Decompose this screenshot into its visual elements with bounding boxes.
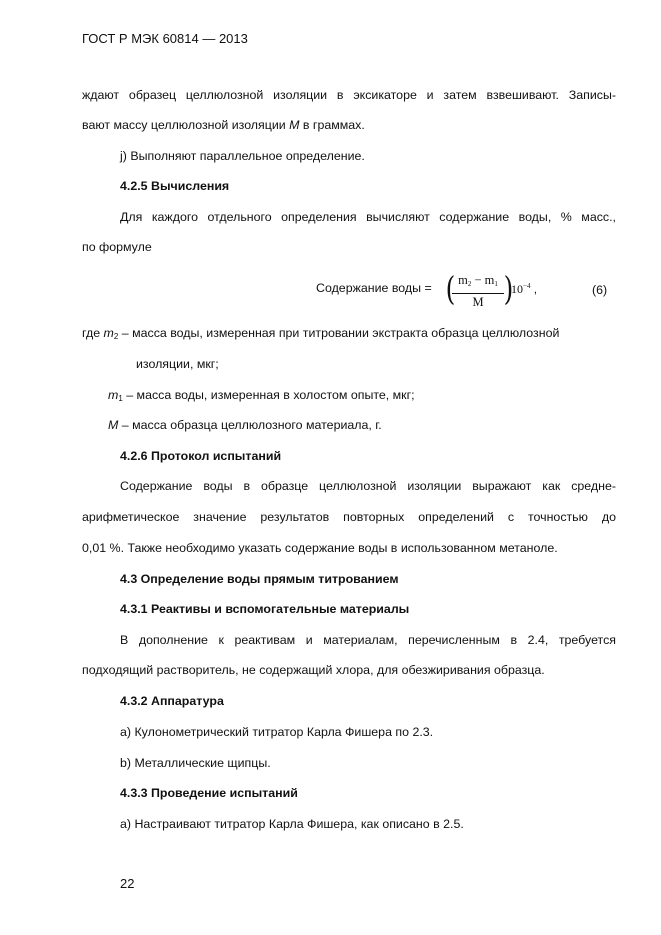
paragraph-line: арифметическое значение результатов повторных определений с точностью до [82, 510, 616, 524]
document-header: ГОСТ Р МЭК 60814 — 2013 [82, 31, 248, 46]
variable: M [108, 418, 119, 432]
section-heading: 4.2.6 Протокол испытаний [120, 449, 282, 463]
subscript: 1 [494, 280, 498, 288]
list-item: a) Кулонометрический титратор Карла Фишера по 2.3. [120, 725, 434, 739]
text-run: в граммах. [299, 118, 365, 132]
fraction-numerator [452, 273, 504, 294]
definition-line [108, 388, 415, 406]
paragraph-line: В дополнение к реактивам и материалам, перечисленным в 2.4, требуется [120, 633, 616, 647]
left-paren: ( [445, 269, 456, 308]
text-run: – масса воды, измеренная при титровании экстракта образца целлюлозной [118, 326, 560, 340]
formula-label: Содержание воды = [316, 281, 432, 295]
text-run: – масса образца целлюлозного материала, г. [118, 418, 382, 432]
var-m: m [458, 273, 468, 287]
section-heading: 4.2.5 Вычисления [120, 179, 230, 193]
section-heading: 4.3.2 Аппаратура [120, 694, 224, 708]
list-item: b) Металлические щипцы. [120, 756, 271, 770]
section-heading: 4.3.3 Проведение испытаний [120, 786, 298, 800]
paragraph-line: ждают образец целлюлозной изоляции в эксикаторе и затем взвешивают. Записы- [82, 88, 616, 102]
definition-line [82, 326, 559, 344]
paragraph-line: 0,01 %. Также необходимо указать содержание воды в использованном метаноле. [82, 541, 558, 555]
right-paren: ) [503, 269, 514, 308]
paragraph-line: Для каждого отдельного определения вычисляют содержание воды, % масс., [120, 210, 616, 224]
text-run: – масса воды, измеренная в холостом опыте, мкг; [122, 388, 415, 402]
subscript: 1 [118, 394, 123, 403]
paragraph-line [82, 118, 365, 133]
operator: − [471, 273, 485, 287]
trailing-comma: , [530, 282, 538, 296]
subscript: 2 [113, 332, 119, 341]
subscript: 2 [467, 280, 472, 288]
power-base: 10 [511, 282, 523, 296]
fraction [452, 273, 504, 310]
text-run: где [82, 326, 104, 340]
page-number: 22 [120, 876, 135, 891]
paragraph-line: Содержание воды в образце целлюлозной изоляции выражают как средне- [120, 479, 616, 493]
fraction-denominator: M [472, 295, 484, 309]
paragraph-line: подходящий растворитель, не содержащий хлора, для обезжиривания образца. [82, 663, 545, 677]
variable: m [108, 388, 119, 402]
text-run: вают массу целлюлозной изоляции [82, 118, 290, 132]
variable: m [103, 326, 114, 340]
list-item: j) Выполняют параллельное определение. [120, 149, 365, 163]
variable: M [289, 118, 300, 132]
list-item: a) Настраивают титратор Карла Фишера, как описано в 2.5. [120, 817, 464, 831]
power [511, 282, 537, 297]
section-heading: 4.3.1 Реактивы и вспомогательные материалы [120, 602, 410, 616]
definition-line: изоляции, мкг; [136, 357, 219, 371]
var-m: m [484, 273, 495, 287]
formula-number: (6) [592, 283, 608, 297]
section-heading: 4.3 Определение воды прямым титрованием [120, 572, 399, 586]
paragraph-line: по формуле [82, 240, 152, 254]
definition-line [108, 418, 382, 433]
power-exponent: −4 [523, 282, 531, 290]
